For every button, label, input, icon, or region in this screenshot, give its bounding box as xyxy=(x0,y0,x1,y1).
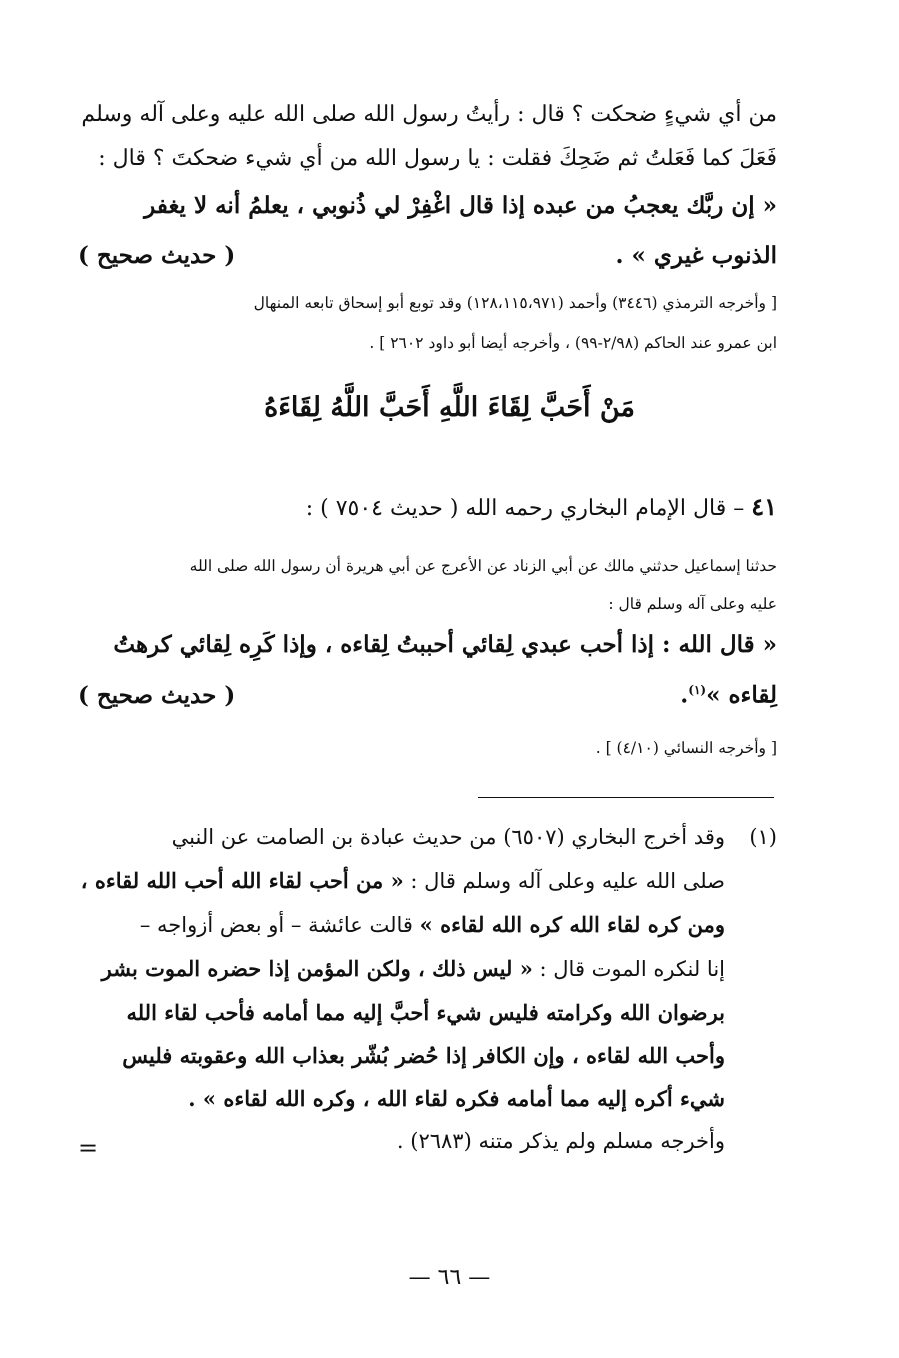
hadith-quote-line: الذنوب غيري » . xyxy=(615,242,777,269)
footnote-quote-line: شيء أكره إليه مما أمامه فكره لقاء الله ، وكره الله لقاءه » . xyxy=(188,1086,725,1111)
footnote xyxy=(78,816,777,1163)
footnote-quote: ومن كره لقاء الله كره الله لقاءه » xyxy=(419,912,725,937)
takhrij-line: ابن عمرو عند الحاكم (٢/٩٨-٩٩) ، وأخرجه أيضا أبو داود ٢٦٠٢ ] . xyxy=(369,334,777,352)
quote-period: . xyxy=(680,681,689,709)
hadith-matn xyxy=(78,620,777,716)
hadith-grade: ( حديث صحيح ) xyxy=(78,681,236,709)
footnote-line: وأخرجه مسلم ولم يذكر متنه (٢٦٨٣) . xyxy=(396,1129,725,1153)
takhrij-line: [ وأخرجه الترمذي (٣٤٤٦) وأحمد (١٢٨،١١٥،٩٧١) وقد توبع أبو إسحاق تابعه المنهال xyxy=(253,294,777,312)
footnote-quote: « ليس ذلك ، ولكن المؤمن إذا حضره الموت بشر xyxy=(101,956,533,981)
footnote-text: وقد أخرج البخاري (٦٥٠٧) من حديث عبادة بن الصامت عن النبي xyxy=(171,825,725,849)
isnad-line: حدثنا إسماعيل حدثني مالك عن أبي الزناد عن الأعرج عن أبي هريرة أن رسول الله صلى الله xyxy=(189,557,777,575)
footnote-text: إنا لنكره الموت قال : xyxy=(532,957,725,981)
hadith-quote-end xyxy=(680,670,777,716)
hadith-intro: – قال الإمام البخاري رحمه الله ( حديث ٧٥٠٤ ) : xyxy=(305,496,745,521)
footnote-quote-line: برضوان الله وكرامته فليس شيء أحبَّ إليه مما أمامه فأحب لقاء الله xyxy=(126,1000,725,1025)
hadith-quote-end-row xyxy=(78,670,777,716)
hadith-isnad xyxy=(78,547,777,623)
footnote-text: قالت عائشة – أو بعض أزواجه – xyxy=(139,913,420,937)
footnote-ref: (١) xyxy=(688,683,707,697)
hadith-grade: ( حديث صحيح ) xyxy=(78,242,236,269)
footnote-line xyxy=(78,903,777,947)
hadith-quote-line: « إن ربَّك يعجبُ من عبده إذا قال اغْفِرْ لي ذُنوبي ، يعلمُ أنه لا يغفر xyxy=(144,192,777,219)
text-line: فَعَلَ كما فَعَلتُ ثم ضَحِكَ فقلت : يا رسول الله من أي شيء ضحكتَ ؟ قال : xyxy=(98,146,777,171)
footnote-line xyxy=(78,859,777,903)
hadith-quote-line: لِقاءه » xyxy=(706,681,777,709)
footnote-text: صلى الله عليه وعلى آله وسلم قال : xyxy=(403,869,725,893)
hadith-quote-line: « قال الله : إذا أحب عبدي لِقائي أحببتُ لِقاءه ، وإذا كَرِه لِقائي كرهتُ xyxy=(113,631,777,658)
continuation-mark: = xyxy=(78,1134,99,1162)
footnote-divider xyxy=(478,797,774,798)
section-heading: مَنْ أَحَبَّ لِقَاءَ اللَّهِ أَحَبَّ اللَّهُ لِقَاءَهُ xyxy=(264,392,635,423)
page-number: — ٦٦ — xyxy=(408,1265,491,1290)
footnote-marker: (١) xyxy=(749,825,777,849)
takhrij-note xyxy=(78,283,777,363)
footnote-quote: « من أحب لقاء الله أحب الله لقاءه ، xyxy=(80,868,404,893)
footnote-line xyxy=(78,816,777,859)
hadith-quote-end-row xyxy=(78,231,777,281)
text-line: من أي شيءٍ ضحكت ؟ قال : رأيتُ رسول الله صلى الله عليه وعلى آله وسلم xyxy=(81,102,777,127)
takhrij-line: [ وأخرجه النسائي (٤/١٠) ] . xyxy=(595,739,777,757)
hadith-header xyxy=(306,492,777,521)
isnad-line: عليه وعلى آله وسلم قال : xyxy=(608,595,777,613)
hadith-number: ٤١ xyxy=(751,492,777,521)
top-text xyxy=(78,93,777,281)
footnote-line xyxy=(78,947,777,991)
footnote-quote-line: وأحب الله لقاءه ، وإن الكافر إذا حُضر بُشّر بعذاب الله وعقوبته فليس xyxy=(122,1043,725,1068)
takhrij-note xyxy=(78,728,777,768)
